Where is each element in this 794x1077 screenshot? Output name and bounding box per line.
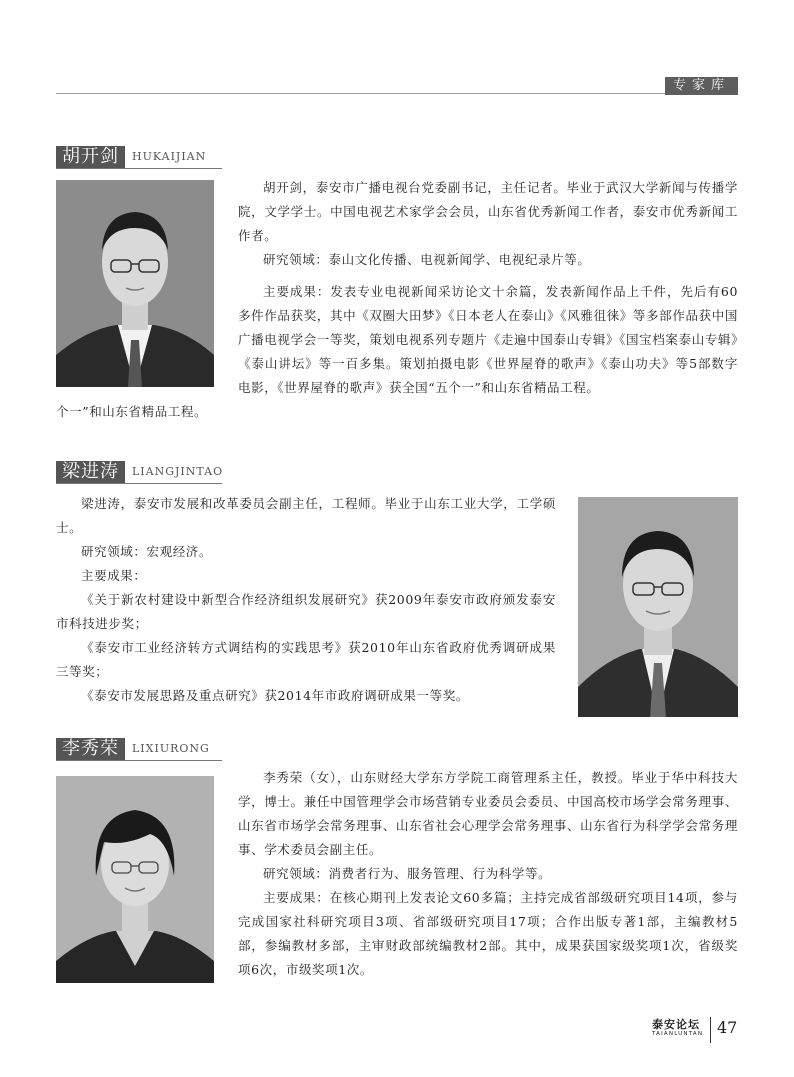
expert-profile-lixiurong	[56, 738, 738, 1008]
expert-photo	[56, 776, 214, 983]
expert-name-header	[56, 461, 222, 483]
expert-name-en: LIXIURONG	[132, 742, 210, 755]
name-underline	[56, 760, 222, 761]
expert-name-cn: 梁进涛	[56, 461, 125, 483]
bio-paragraph: 主要成果：在核心期刊上发表论文60多篇；主持完成省部级研究项目14项，参与完成国家社科研究项目3项、省部级研究项目17项；合作出版专著1部，主编教材5部，参编教材多部，主审财政部统编教材2部。其中，成果获国家级奖项1次，省级奖项6次，市级奖项1次。	[238, 890, 738, 977]
bio-paragraph: 梁进涛，泰安市发展和改革委员会副主任，工程师。毕业于山东工业大学，工学硕士。	[56, 496, 556, 535]
expert-bio-wrap	[56, 400, 738, 424]
bio-paragraph: 研究领域：泰山文化传播、电视新闻学、电视纪录片等。	[263, 252, 591, 267]
bio-paragraph: 胡开剑，泰安市广播电视台党委副书记，主任记者。毕业于武汉大学新闻与传播学院，文学学士。中国电视艺术家学会会员，山东省优秀新闻工作者，泰安市优秀新闻工作者。	[238, 180, 738, 243]
bio-paragraph: 《关于新农村建设中新型合作经济组织发展研究》获2009年泰安市政府颁发泰安市科技进步奖；	[56, 592, 556, 631]
expert-bio	[56, 492, 556, 708]
header-rule	[56, 93, 738, 94]
expert-name-header	[56, 738, 222, 760]
expert-name-cn: 胡开剑	[56, 146, 125, 168]
bio-paragraph: 《泰安市发展思路及重点研究》获2014年市政府调研成果一等奖。	[81, 688, 469, 703]
bio-paragraph: 《泰安市工业经济转方式调结构的实践思考》获2010年山东省政府优秀调研成果三等奖；	[56, 640, 556, 679]
journal-name-en: TAIANLUNTAN	[652, 1031, 704, 1037]
name-underline	[56, 168, 222, 169]
expert-bio	[238, 176, 738, 272]
name-underline	[56, 483, 222, 484]
expert-profile-liangjintao	[56, 461, 738, 721]
bio-paragraph: 研究领域：宏观经济。	[81, 544, 213, 559]
expert-bio-achievements	[238, 280, 738, 400]
bio-paragraph-tail: 个一”和山东省精品工程。	[56, 404, 208, 419]
expert-name-en: HUKAIJIAN	[132, 150, 207, 163]
expert-name-header	[56, 146, 222, 168]
bio-paragraph: 主要成果：	[81, 568, 147, 583]
footer-divider	[710, 1017, 711, 1043]
expert-profile-hukaijian	[56, 146, 738, 431]
expert-bio	[238, 766, 738, 982]
bio-paragraph: 主要成果：发表专业电视新闻采访论文十余篇，发表新闻作品上千件，先后有60多件作品获奖，其中《双圈大田梦》《日本老人在泰山》《风雅徂徕》等多部作品获中国广播电视学会一等奖，策划电视系列专题片《走遍中国泰山专辑》《国宝档案泰山专辑》《泰山讲坛》等一百多集。策划拍摄电影《世界屋脊的歌声》《泰山功夫》等5部数字电影，《世界屋脊的歌声》获全国“五个一”和山东省精品工程。	[238, 284, 738, 395]
section-label: 专家库	[665, 77, 738, 95]
expert-photo	[578, 497, 738, 717]
journal-name-cn: 泰安论坛	[652, 1018, 700, 1031]
bio-paragraph: 研究领域：消费者行为、服务管理、行为科学等。	[263, 866, 552, 881]
bio-paragraph: 李秀荣（女），山东财经大学东方学院工商管理系主任，教授。毕业于华中科技大学，博士。兼任中国管理学会市场营销专业委员会委员、中国高校市场学会常务理事、山东省市场学会常务理事、山东省社会心理学会常务理事、山东省行为科学学会常务理事、学术委员会副主任。	[238, 770, 738, 857]
expert-name-en: LIANGJINTAO	[132, 465, 224, 478]
page-footer	[650, 1016, 740, 1046]
expert-name-cn: 李秀荣	[56, 738, 125, 760]
expert-photo	[56, 180, 214, 387]
page-number: 47	[717, 1018, 738, 1037]
